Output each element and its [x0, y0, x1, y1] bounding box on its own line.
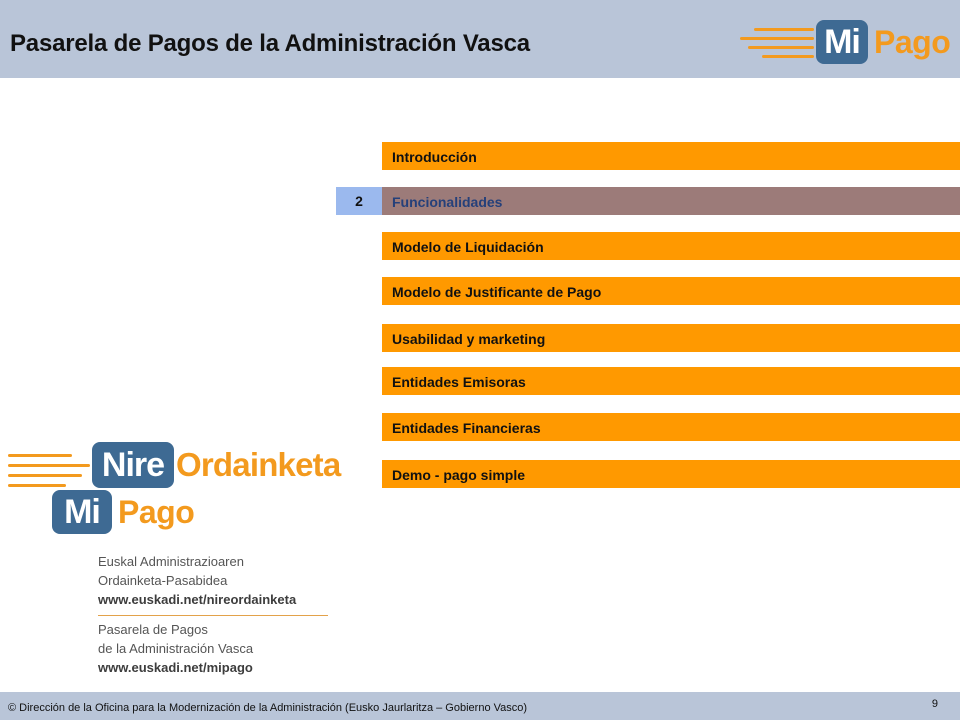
agenda-item-demo[interactable]: [382, 460, 960, 488]
active-section-number: 2: [336, 187, 382, 215]
agenda-item-label: Funcionalidades: [392, 194, 503, 210]
info-line: Pasarela de Pagos: [98, 622, 208, 637]
copyright-text: © Dirección de la Oficina para la Modernización de la Administración (Eusko Jaurlaritza – Gobierno Vasco): [8, 702, 528, 714]
agenda-item-label: Entidades Financieras: [392, 420, 541, 436]
agenda-item-entidades-emisoras[interactable]: [382, 367, 960, 395]
speed-lines-icon: [8, 454, 94, 488]
info-line: Euskal Administrazioaren: [98, 554, 244, 569]
nireordainketa-mipago-logo: [8, 440, 358, 540]
logo-ordainketa-text: Ordainketa: [176, 446, 341, 483]
agenda-item-modelo-liquidacion[interactable]: [382, 232, 960, 260]
logo-pago-text: Pago: [118, 494, 195, 530]
page-title: Pasarela de Pagos de la Administración Vasca: [10, 30, 530, 57]
divider: [98, 615, 328, 616]
speed-lines-icon: [736, 28, 814, 58]
agenda-item-label: Modelo de Justificante de Pago: [392, 284, 602, 300]
mipago-logo: [736, 18, 951, 68]
logo-nire-badge: Nire: [92, 442, 174, 488]
agenda-item-label: Usabilidad y marketing: [392, 331, 546, 347]
mipago-link[interactable]: www.euskadi.net/mipago: [98, 660, 253, 675]
logo-pago-text: Pago: [874, 24, 951, 60]
logo-mi-badge: Mi: [52, 490, 112, 534]
agenda-item-label: Introducción: [392, 149, 477, 165]
nireordainketa-link[interactable]: www.euskadi.net/nireordainketa: [98, 592, 297, 607]
agenda-item-modelo-justificante[interactable]: [382, 277, 960, 305]
info-line: Ordainketa-Pasabidea: [98, 573, 228, 588]
agenda-item-label: Modelo de Liquidación: [392, 239, 544, 255]
footer-bar: [0, 692, 960, 720]
agenda-item-entidades-financieras[interactable]: [382, 413, 960, 441]
header-bar: [0, 0, 960, 78]
agenda-item-introduccion[interactable]: [382, 142, 960, 170]
info-line: de la Administración Vasca: [98, 641, 254, 656]
agenda-item-usabilidad[interactable]: [382, 324, 960, 352]
agenda-item-funcionalidades[interactable]: [382, 187, 960, 215]
brand-info-block: [98, 552, 338, 677]
agenda-item-label: Entidades Emisoras: [392, 374, 526, 390]
logo-mi-badge: Mi: [816, 20, 868, 64]
page-number: 9: [931, 698, 938, 710]
agenda-item-label: Demo - pago simple: [392, 467, 526, 483]
